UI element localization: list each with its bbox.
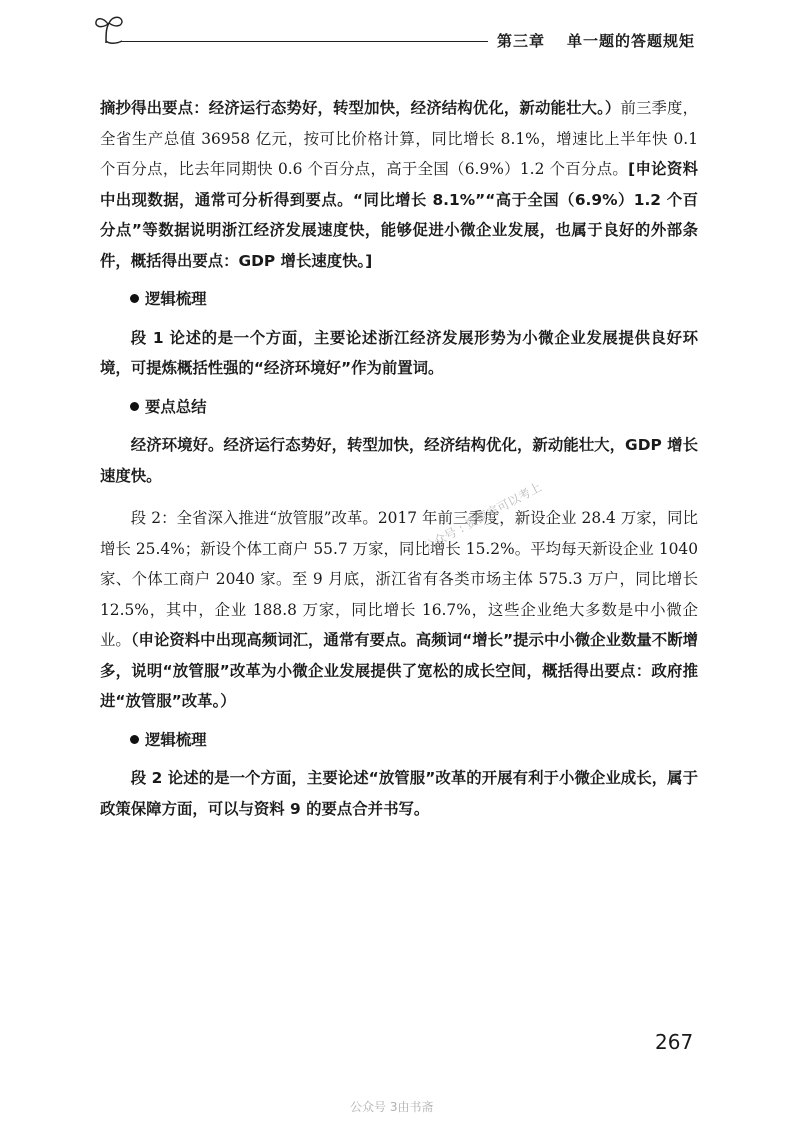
chapter-title: 单一题的答题规矩	[567, 32, 696, 50]
paragraph-4	[100, 503, 698, 717]
paragraph-5: 段 2 论述的是一个方面，主要论述“放管服”改革的开展有利于小微企业成长，属于政策保障方面，可以与资料 9 的要点合并书写。	[100, 769, 698, 818]
section-heading-logic-2: 逻辑梳理	[100, 725, 698, 756]
section-heading-logic-1: 逻辑梳理	[100, 284, 698, 315]
paragraph-1	[100, 93, 698, 276]
chapter-label: 第三章	[497, 32, 546, 50]
paragraph-3: 经济环境好。经济运行态势好，转型加快，经济结构优化，新动能壮大，GDP 增长速度快。	[100, 436, 698, 485]
section-heading-summary: 要点总结	[100, 392, 698, 423]
footer-watermark: 公众号 3由书斋	[350, 1100, 434, 1114]
material-text: 段 2：全省深入推进“放管服”改革。2017 年前三季度，新设企业 28.4 万家，同比增长 25.4%；新设个体工商户 55.7 万家，同比增长 15.2%。平均每天新设企业 1040 家、个体工商户 2040 家。至 9 月底，浙江省有各类市场主体 575.3 万户，同比增长 12.5%，其中，企业 188.8 万家，同比增长 16.7%，这些企业绝大多数是中小微企业。	[100, 509, 698, 649]
leaf-sprout-icon	[92, 14, 126, 44]
paragraph-2: 段 1 论述的是一个方面，主要论述浙江经济发展形势为小微企业发展提供良好环境，可提炼概括性强的“经济环境好”作为前置词。	[100, 328, 698, 377]
page-number: 267	[655, 1030, 694, 1054]
bullet-dot-icon	[130, 402, 139, 411]
running-header	[497, 30, 695, 51]
header-rule	[120, 41, 488, 42]
bullet-dot-icon	[130, 294, 139, 303]
watermark: 公众号 : 资源室可以考上	[420, 479, 544, 555]
material-text: 前三季度，全省生产总值 36958 亿元，按可比价格计算，同比增长 8.1%，增速比上半年快 0.1 个百分点，比去年同期快 0.6 个百分点，高于全国（6.9%）1.2 个百分点。	[100, 99, 698, 178]
page-body	[100, 93, 698, 824]
bullet-dot-icon	[130, 735, 139, 744]
analysis-note: [申论资料中出现数据，通常可分析得到要点。“同比增长 8.1%”“高于全国（6.9%）1.2 个百分点”等数据说明浙江经济发展速度快，能够促进小微企业发展，也属于良好的外部条件，概括得出要点：GDP 增长速度快。]	[100, 160, 698, 270]
analysis-excerpt: 摘抄得出要点：经济运行态势好，转型加快，经济结构优化，新动能壮大。）	[100, 99, 621, 117]
analysis-note: （申论资料中出现高频词汇，通常有要点。高频词“增长”提示中小微企业数量不断增多，说明“放管服”改革为小微企业发展提供了宽松的成长空间，概括得出要点：政府推进“放管服”改革。）	[100, 631, 698, 710]
